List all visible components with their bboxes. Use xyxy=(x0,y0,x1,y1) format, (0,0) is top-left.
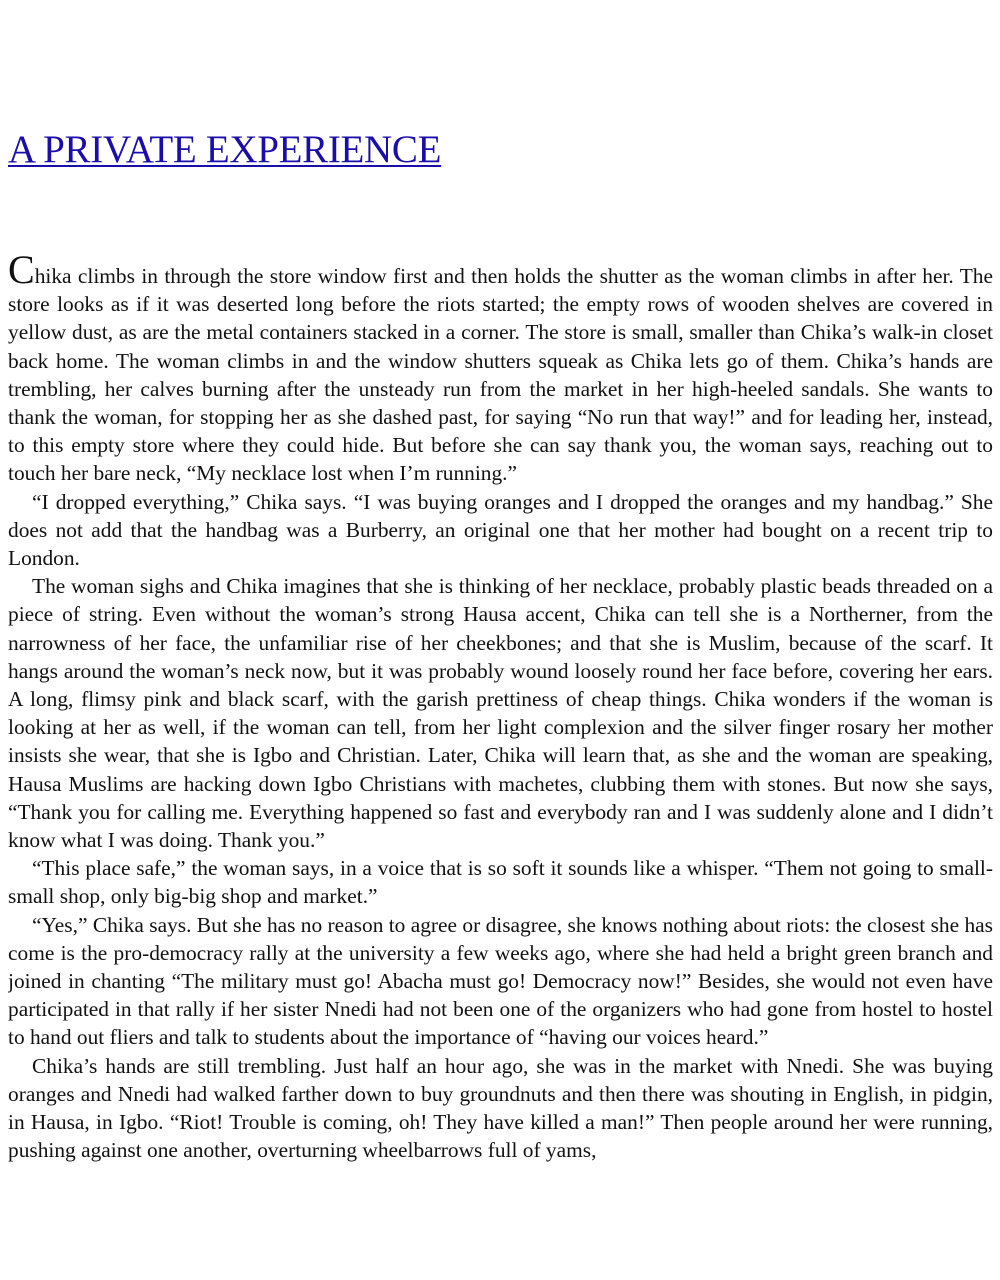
paragraph-2: “I dropped everything,” Chika says. “I was buying oranges and I dropped the oranges and my handbag.” She does not add that the handbag was a Burberry, an original one that her mother had bought on a recent trip to London. xyxy=(8,489,993,571)
paragraph-1-text: hika climbs in through the store window first and then holds the shutter as the woman climbs in after her. The store looks as if it was deserted long before the riots started; the empty rows of wooden shelves are covered in yellow dust, as are the metal containers stacked in a corner. The store is small, smaller than Chika’s walk-in closet back home. The woman climbs in and the window shutters squeak as Chika lets go of them. Chika’s hands are trembling, her calves burning after the unsteady run from the market in her high-heeled sandals. She wants to thank the woman, for stopping her as she dashed past, for saying “No run that way!” and for leading her, instead, to this empty store where they could hide. But before she can say thank you, the woman says, reaching out to touch her bare neck, “My necklace lost when I’m running.” xyxy=(8,264,993,486)
chapter-title-link[interactable]: A PRIVATE EXPERIENCE xyxy=(8,128,442,171)
paragraph-4: “This place safe,” the woman says, in a voice that is so soft it sounds like a whisper. “Them not going to small-small shop, only big-big shop and market.” xyxy=(8,856,993,909)
drop-initial: C xyxy=(8,247,35,292)
paragraph-1 xyxy=(8,247,993,488)
book-page xyxy=(8,0,993,1280)
paragraph-5: “Yes,” Chika says. But she has no reason to agree or disagree, she knows nothing about riots: the closest she has come is the pro-democracy rally at the university a few weeks ago, where she had held a bright green branch and joined in chanting “The military must go! Abacha must go! Democracy now!” Besides, she would not even have participated in that rally if her sister Nnedi had not been one of the organizers who had gone from hostel to hostel to hand out fliers and talk to students about the importance of “having our voices heard.” xyxy=(8,912,993,1050)
chapter-body xyxy=(8,247,993,1165)
paragraph-6: Chika’s hands are still trembling. Just half an hour ago, she was in the market with Nnedi. She was buying oranges and Nnedi had walked farther down to buy groundnuts and then there was shouting in English, in pidgin, in Hausa, in Igbo. “Riot! Trouble is coming, oh! They have killed a man!” Then people around her were running, pushing against one another, overturning wheelbarrows full of yams, xyxy=(8,1053,993,1163)
paragraph-3: The woman sighs and Chika imagines that she is thinking of her necklace, probably plastic beads threaded on a piece of string. Even without the woman’s strong Hausa accent, Chika can tell she is a Northerner, from the narrowness of her face, the unfamiliar rise of her cheekbones; and that she is Muslim, because of the scarf. It hangs around the woman’s neck now, but it was probably wound loosely round her face before, covering her ears. A long, flimsy pink and black scarf, with the garish prettiness of cheap things. Chika wonders if the woman is looking at her as well, if the woman can tell, from her light complexion and the silver finger rosary her mother insists she wear, that she is Igbo and Christian. Later, Chika will learn that, as she and the woman are speaking, Hausa Muslims are hacking down Igbo Christians with machetes, clubbing them with stones. But now she says, “Thank you for calling me. Everything happened so fast and everybody ran and I was suddenly alone and I didn’t know what I was doing. Thank you.” xyxy=(8,574,993,853)
